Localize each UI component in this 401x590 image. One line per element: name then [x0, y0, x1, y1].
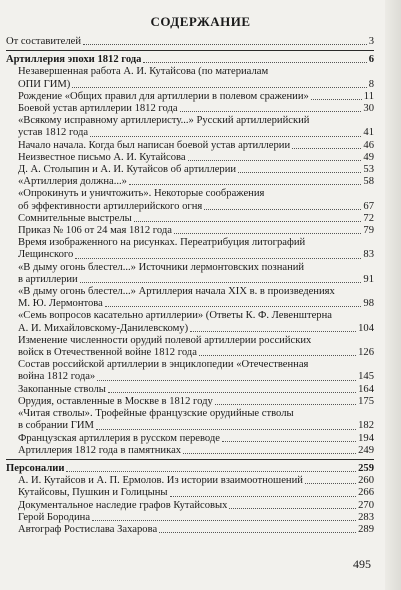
toc-entry-page: 289: [358, 523, 374, 535]
leader-dots: [199, 355, 356, 356]
toc-entry[interactable]: [6, 524, 374, 536]
leader-dots: [90, 136, 361, 137]
toc-entry-title: война 1812 года»: [18, 371, 96, 383]
leader-dots: [83, 44, 367, 45]
section-divider: [6, 459, 374, 460]
toc-section[interactable]: [6, 463, 374, 475]
toc-entry[interactable]: [6, 433, 374, 445]
toc-entry[interactable]: [6, 487, 374, 499]
toc-entry-title: Герой Бородина: [18, 511, 91, 523]
toc-entry[interactable]: [6, 396, 374, 408]
toc-entry[interactable]: [6, 384, 374, 396]
toc-entry-title: Артиллерия эпохи 1812 года: [6, 54, 142, 66]
toc-entry-title: «В дыму огонь блестел...» Источники лермонтовских познаний: [18, 261, 305, 273]
toc-entry-page: 79: [363, 225, 374, 237]
toc-entry-title: Неизвестное письмо А. И. Кутайсова: [18, 151, 186, 163]
toc-entry[interactable]: [6, 359, 374, 383]
leader-dots: [108, 392, 356, 393]
table-of-contents: [6, 36, 374, 536]
toc-entry-page: 46: [363, 139, 374, 151]
toc-entry[interactable]: [6, 237, 374, 261]
leader-dots: [204, 209, 361, 210]
toc-entry-title: об эффективности артиллерийского огня: [18, 200, 203, 212]
toc-entry-title: «В дыму огонь блестел...» Артиллерия начала XIX в. в произведениях: [18, 286, 335, 298]
toc-entry-page: 164: [358, 383, 374, 395]
leader-dots: [305, 483, 356, 484]
toc-entry[interactable]: [6, 445, 374, 457]
page-edge-shadow: [385, 0, 401, 590]
leader-dots: [215, 404, 356, 405]
leader-dots: [229, 508, 356, 509]
toc-entry-page: 8: [368, 78, 374, 90]
page-number: 495: [353, 557, 371, 571]
toc-entry[interactable]: [6, 152, 374, 164]
toc-entry-page: 283: [358, 511, 374, 523]
toc-entry-title: Орудия, оставленные в Москве в 1812 году: [18, 395, 213, 407]
toc-entry-title: Лещинского: [18, 249, 74, 261]
toc-entry-page: 49: [363, 151, 374, 163]
toc-entry-page: 260: [358, 475, 374, 487]
leader-dots: [92, 520, 356, 521]
toc-entry-title: «Опрокинуть и уничтожить». Некоторые соображения: [18, 188, 265, 200]
leader-dots: [222, 441, 356, 442]
toc-entry-page: 41: [363, 127, 374, 139]
toc-entry-title: Начало начала. Когда был написан боевой устав артиллерии: [18, 139, 291, 151]
leader-dots: [311, 99, 362, 100]
toc-entry-page: 104: [358, 322, 374, 334]
toc-entry-page: 175: [358, 395, 374, 407]
leader-dots: [170, 496, 357, 497]
toc-entry[interactable]: [6, 115, 374, 139]
toc-entry-title: Персоналии: [6, 462, 65, 474]
toc-entry-page: 270: [358, 499, 374, 511]
toc-entry[interactable]: [6, 225, 374, 237]
toc-entry-page: 6: [368, 54, 374, 66]
toc-entry-title: Французская артиллерия в русском переводе: [18, 432, 220, 444]
toc-entry-page: 83: [363, 249, 374, 261]
toc-entry-title: «Всякому исправному артиллеристу...» Русский артиллерийский: [18, 115, 310, 127]
toc-entry[interactable]: [6, 176, 374, 188]
toc-entry-title: «Семь вопросов касательно артиллерии» (Ответы К. Ф. Левенштерна: [18, 310, 332, 322]
toc-entry-title: в артиллерии: [18, 273, 78, 285]
toc-entry-title: Незавершенная работа А. И. Кутайсова (по материалам: [18, 66, 269, 78]
toc-entry-page: 249: [358, 444, 374, 456]
leader-dots: [97, 380, 356, 381]
toc-entry-title: Рождение «Общих правил для артиллерии в полевом сражении»: [18, 90, 309, 102]
toc-entry-title: М. Ю. Лермонтова: [18, 298, 103, 310]
toc-entry[interactable]: [6, 140, 374, 152]
leader-dots: [174, 233, 361, 234]
toc-entry-title: Д. А. Столыпин и А. И. Кутайсов об артиллерии: [18, 164, 237, 176]
toc-entry-title: Изменение численности орудий полевой артиллерии российских: [18, 334, 312, 346]
toc-entry[interactable]: [6, 164, 374, 176]
leader-dots: [190, 331, 356, 332]
toc-entry-title: устав 1812 года: [18, 127, 89, 139]
toc-entry[interactable]: [6, 91, 374, 103]
toc-entry-title: войск в Отечественной войне 1812 года: [18, 347, 197, 359]
toc-entry[interactable]: [6, 500, 374, 512]
toc-entry-title: ОПИ ГИМ): [18, 78, 71, 90]
leader-dots: [238, 172, 361, 173]
toc-entry-page: 30: [363, 103, 374, 115]
toc-entry-title: «Читая стволы». Трофейные французские орудийные стволы: [18, 408, 294, 420]
toc-entry-page: 182: [358, 420, 374, 432]
toc-entry-title: Сомнительные выстрелы: [18, 212, 132, 224]
page-title: СОДЕРЖАНИЕ: [150, 14, 251, 29]
leader-dots: [105, 306, 362, 307]
toc-entry[interactable]: [6, 335, 374, 359]
toc-entry-title: «Артиллерия должна...»: [18, 176, 127, 188]
toc-entry-page: 58: [363, 176, 374, 188]
toc-entry[interactable]: [6, 475, 374, 487]
toc-entry-page: 98: [363, 298, 374, 310]
leader-dots: [292, 148, 361, 149]
toc-entry[interactable]: [6, 262, 374, 286]
toc-entry-title: Закопанные стволы: [18, 383, 106, 395]
toc-entry-page: 259: [358, 462, 374, 474]
toc-entry-page: 145: [358, 371, 374, 383]
leader-dots: [143, 62, 366, 63]
toc-entry-title: Приказ № 106 от 24 мая 1812 года: [18, 225, 172, 237]
toc-entry[interactable]: [6, 512, 374, 524]
toc-entry[interactable]: [6, 408, 374, 432]
toc-entry-page: 11: [363, 90, 374, 102]
leader-dots: [134, 221, 362, 222]
toc-entry-title: Состав российской артиллерии в энциклопедии «Отечественная: [18, 359, 309, 371]
toc-entry-title: Автограф Ростислава Захарова: [18, 523, 158, 535]
toc-entry-title: Время изображенного на рисунках. Переатрибуция литографий: [18, 237, 306, 249]
toc-entry[interactable]: [6, 310, 374, 334]
toc-entry-page: 53: [363, 164, 374, 176]
leader-dots: [180, 111, 362, 112]
toc-entry[interactable]: [6, 66, 374, 90]
toc-entry-page: 266: [358, 487, 374, 499]
toc-entry[interactable]: [6, 213, 374, 225]
leader-dots: [183, 453, 356, 454]
leader-dots: [96, 429, 356, 430]
toc-entry-page: 194: [358, 432, 374, 444]
toc-entry-title: Боевой устав артиллерии 1812 года: [18, 103, 178, 115]
toc-entry-page: 126: [358, 347, 374, 359]
toc-entry-page: 91: [363, 273, 374, 285]
toc-entry[interactable]: [6, 36, 374, 48]
toc-entry[interactable]: [6, 103, 374, 115]
leader-dots: [72, 87, 366, 88]
toc-entry-title: А. И. Михайловскому-Данилевскому): [18, 322, 189, 334]
toc-entry-page: 72: [363, 212, 374, 224]
toc-entry-title: Артиллерия 1812 года в памятниках: [18, 444, 182, 456]
toc-entry-title: в собрании ГИМ: [18, 420, 94, 432]
leader-dots: [66, 471, 356, 472]
leader-dots: [80, 282, 362, 283]
toc-entry[interactable]: [6, 188, 374, 212]
toc-entry-title: Документальное наследие графов Кутайсовых: [18, 499, 228, 511]
toc-entry-page: 3: [368, 36, 374, 47]
toc-entry-page: 67: [363, 200, 374, 212]
toc-entry[interactable]: [6, 286, 374, 310]
leader-dots: [188, 160, 362, 161]
leader-dots: [159, 532, 356, 533]
section-divider: [6, 50, 374, 51]
toc-entry-title: Кутайсовы, Пушкин и Голицыны: [18, 487, 168, 499]
leader-dots: [75, 258, 361, 259]
toc-section[interactable]: [6, 54, 374, 66]
toc-entry-title: От составителей: [6, 36, 82, 47]
leader-dots: [129, 184, 361, 185]
toc-entry-title: А. И. Кутайсов и А. П. Ермолов. Из истории взаимоотношений: [18, 475, 303, 487]
